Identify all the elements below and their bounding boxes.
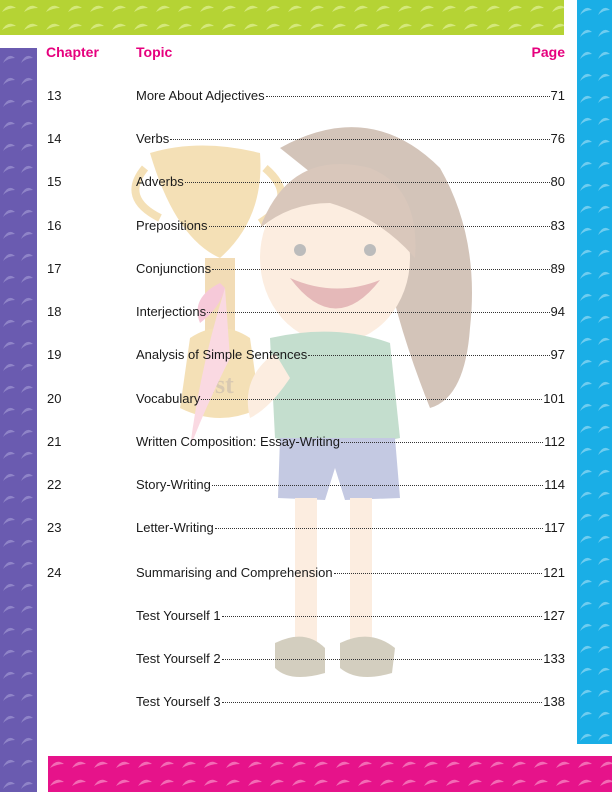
topic-title: Conjunctions (136, 261, 212, 276)
toc-row (0, 261, 612, 281)
page-number: 114 (544, 477, 565, 492)
toc-row (0, 520, 612, 540)
chapter-number: 24 (47, 565, 62, 580)
dot-leader (215, 528, 543, 529)
page-number: 117 (544, 520, 565, 535)
chapter-column-header: Chapter (46, 44, 99, 60)
topic-column-header: Topic (136, 44, 173, 60)
topic-title: Letter-Writing (136, 520, 214, 535)
page-number: 127 (543, 608, 565, 623)
chapter-number: 20 (47, 391, 62, 406)
page-number: 101 (543, 391, 565, 406)
toc-row (0, 347, 612, 367)
dot-leader (341, 442, 543, 443)
toc-row (0, 565, 612, 585)
topic-title: Prepositions (136, 218, 208, 233)
page-number: 76 (550, 131, 565, 146)
page-column-header: Page (531, 44, 565, 60)
dot-leader (308, 355, 549, 356)
page-number: 80 (550, 174, 565, 189)
page-number: 83 (550, 218, 565, 233)
page-number: 138 (543, 694, 565, 709)
toc-row (0, 651, 612, 671)
dot-leader (266, 96, 550, 97)
topic-title: Adverbs (136, 174, 184, 189)
toc-row (0, 218, 612, 238)
dot-leader (212, 485, 543, 486)
toc-row (0, 434, 612, 454)
toc-row (0, 694, 612, 714)
page-number: 112 (544, 434, 565, 449)
dot-leader (209, 226, 550, 227)
topic-title: Test Yourself 3 (136, 694, 221, 709)
dot-leader (201, 399, 542, 400)
chapter-number: 16 (47, 218, 62, 233)
chapter-number: 23 (47, 520, 62, 535)
dot-leader (185, 182, 550, 183)
dot-leader (334, 573, 543, 574)
topic-title: Written Composition: Essay-Writing (136, 434, 340, 449)
chapter-number: 13 (47, 88, 62, 103)
page-number: 97 (550, 347, 565, 362)
page-number: 133 (543, 651, 565, 666)
chapter-number: 21 (47, 434, 62, 449)
dot-leader (170, 139, 549, 140)
topic-title: Interjections (136, 304, 207, 319)
chapter-number: 17 (47, 261, 62, 276)
chapter-number: 15 (47, 174, 62, 189)
dot-leader (207, 312, 549, 313)
topic-title: Test Yourself 1 (136, 608, 221, 623)
chapter-number: 22 (47, 477, 62, 492)
dot-leader (212, 269, 549, 270)
page-number: 89 (550, 261, 565, 276)
dot-leader (222, 616, 543, 617)
page-number: 94 (550, 304, 565, 319)
chapter-number: 14 (47, 131, 62, 146)
chapter-number: 18 (47, 304, 62, 319)
topic-title: Test Yourself 2 (136, 651, 221, 666)
toc-row (0, 477, 612, 497)
toc-row (0, 131, 612, 151)
trophy-label: 1st (202, 370, 234, 399)
topic-title: Verbs (136, 131, 170, 146)
toc-row (0, 304, 612, 324)
topic-title: Summarising and Comprehension (136, 565, 333, 580)
dot-leader (222, 659, 543, 660)
topic-title: More About Adjectives (136, 88, 265, 103)
topic-title: Vocabulary (136, 391, 201, 406)
toc-row (0, 391, 612, 411)
toc-row (0, 174, 612, 194)
dot-leader (222, 702, 543, 703)
topic-title: Analysis of Simple Sentences (136, 347, 308, 362)
toc-row (0, 88, 612, 108)
page-number: 121 (543, 565, 565, 580)
chapter-number: 19 (47, 347, 62, 362)
page-number: 71 (550, 88, 565, 103)
toc-row (0, 608, 612, 628)
topic-title: Story-Writing (136, 477, 211, 492)
